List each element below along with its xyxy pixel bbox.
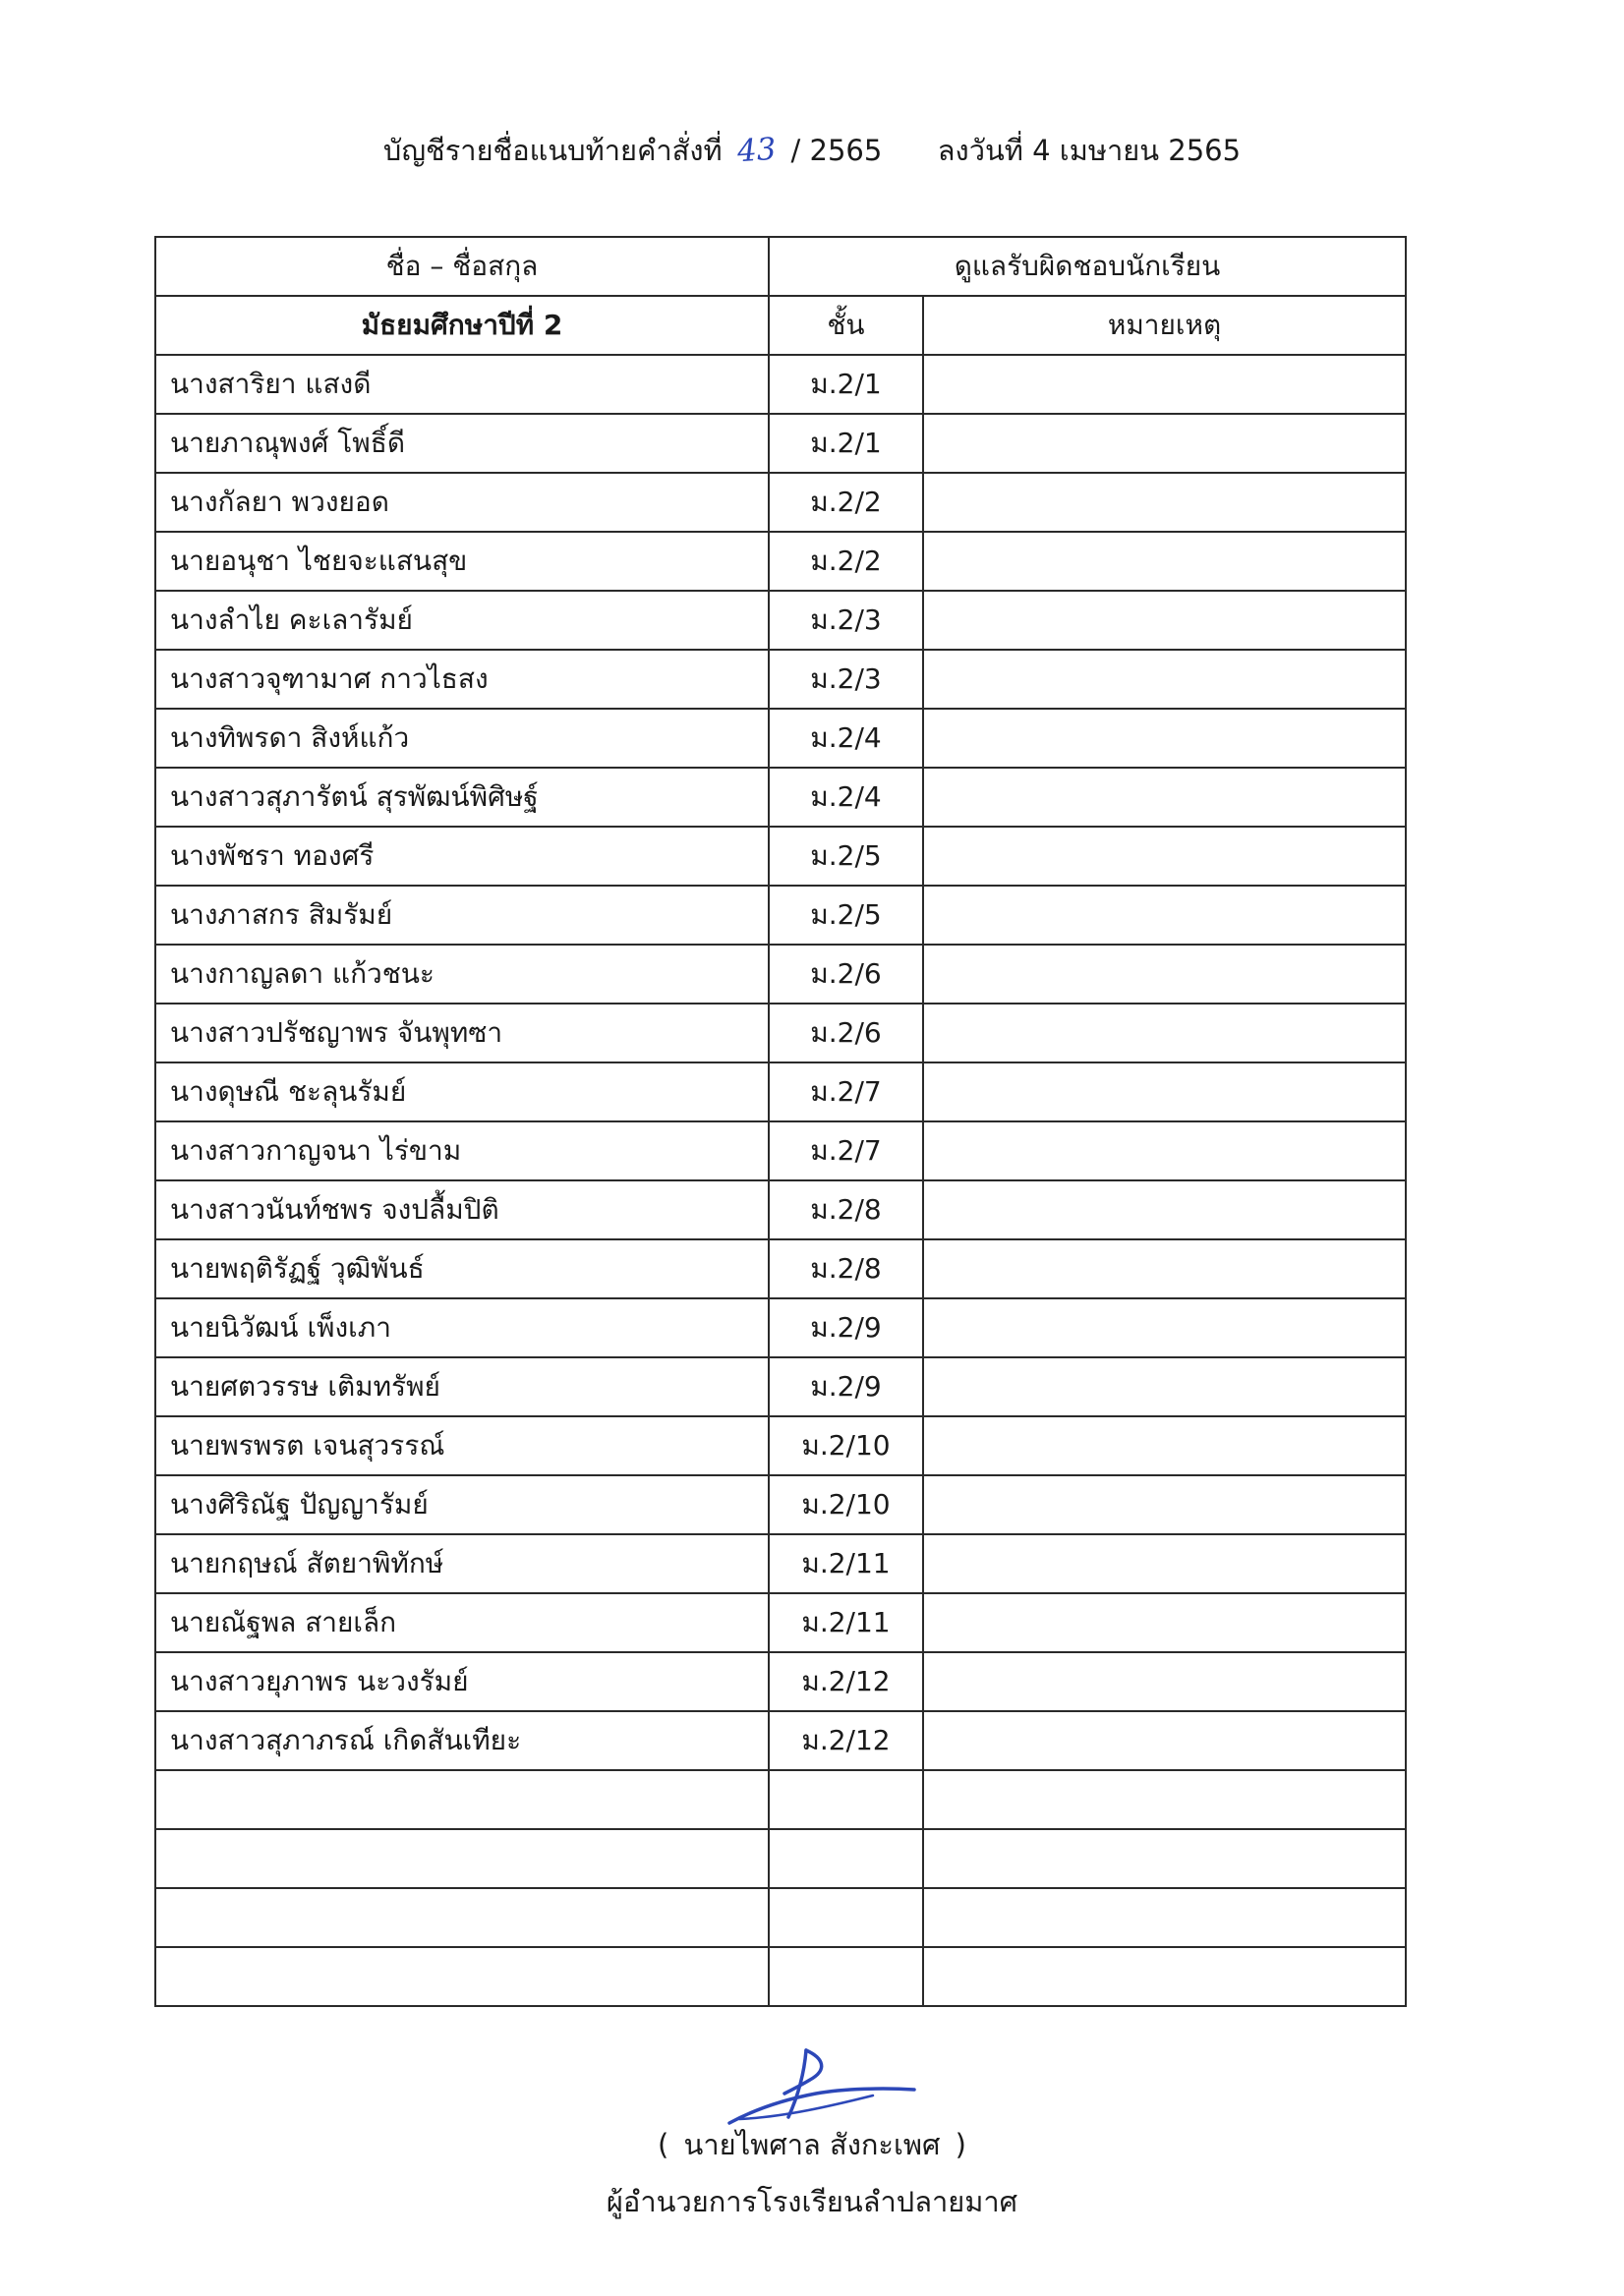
- note-cell: [923, 945, 1406, 1004]
- teacher-name-cell: นายณัฐพล สายเล็ก: [155, 1593, 769, 1652]
- class-cell: ม.2/3: [769, 650, 923, 709]
- table-row: [155, 1829, 1406, 1888]
- teacher-name-cell: นางสาวยุภาพร นะวงรัมย์: [155, 1652, 769, 1711]
- table-row: [155, 1121, 1406, 1180]
- note-cell: [923, 1829, 1406, 1888]
- teacher-name-cell: นางทิพรดา สิงห์แก้ว: [155, 709, 769, 768]
- order-number-handwritten: 43: [735, 131, 778, 170]
- class-cell: ม.2/2: [769, 532, 923, 591]
- teacher-name-cell: นายพฤติรัฏฐ์ วุฒิพันธ์: [155, 1239, 769, 1298]
- class-cell: ม.2/9: [769, 1298, 923, 1357]
- class-cell: [769, 1829, 923, 1888]
- table-row: [155, 1593, 1406, 1652]
- class-cell: ม.2/5: [769, 827, 923, 886]
- class-cell: ม.2/5: [769, 886, 923, 945]
- note-column-header: หมายเหตุ: [923, 296, 1406, 355]
- table-row: [155, 591, 1406, 650]
- signatory-name-text: นายไพศาล สังกะเพศ: [683, 2128, 941, 2161]
- table-row: [155, 532, 1406, 591]
- class-cell: ม.2/8: [769, 1180, 923, 1239]
- teacher-name-cell: นางสาวสุภารัตน์ สุรพัฒน์พิศิษฐ์: [155, 768, 769, 827]
- teacher-name-cell: นางลำไย คะเลารัมย์: [155, 591, 769, 650]
- note-cell: [923, 1652, 1406, 1711]
- header-row-2: [155, 296, 1406, 355]
- teacher-name-cell: นางสาวกาญจนา ไร่ขาม: [155, 1121, 769, 1180]
- note-cell: [923, 1416, 1406, 1475]
- class-cell: ม.2/1: [769, 355, 923, 414]
- class-cell: [769, 1888, 923, 1947]
- title-prefix: บัญชีรายชื่อแนบท้ายคำสั่งที่: [382, 134, 723, 167]
- note-cell: [923, 1180, 1406, 1239]
- note-cell: [923, 768, 1406, 827]
- class-cell: ม.2/7: [769, 1062, 923, 1121]
- table-row: [155, 414, 1406, 473]
- note-cell: [923, 1004, 1406, 1062]
- note-cell: [923, 532, 1406, 591]
- class-cell: ม.2/6: [769, 1004, 923, 1062]
- table-row: [155, 1357, 1406, 1416]
- note-cell: [923, 1770, 1406, 1829]
- class-cell: ม.2/11: [769, 1534, 923, 1593]
- teacher-name-cell: นางสาวจุฑามาศ กาวไธสง: [155, 650, 769, 709]
- class-cell: ม.2/10: [769, 1475, 923, 1534]
- teacher-name-cell: นางพัชรา ทองศรี: [155, 827, 769, 886]
- table-row: [155, 650, 1406, 709]
- class-cell: ม.2/12: [769, 1711, 923, 1770]
- class-cell: ม.2/1: [769, 414, 923, 473]
- note-cell: [923, 1711, 1406, 1770]
- table-row: [155, 945, 1406, 1004]
- teacher-name-cell: นางดุษณี ชะลุนรัมย์: [155, 1062, 769, 1121]
- table-row: [155, 1711, 1406, 1770]
- table-row: [155, 1888, 1406, 1947]
- note-cell: [923, 886, 1406, 945]
- teacher-name-cell: [155, 1947, 769, 2006]
- teacher-name-cell: นายพรพรต เจนสุวรรณ์: [155, 1416, 769, 1475]
- teacher-name-cell: นายอนุชา ไชยจะแสนสุข: [155, 532, 769, 591]
- duty-column-header: ดูแลรับผิดชอบนักเรียน: [769, 237, 1406, 296]
- table-row: [155, 886, 1406, 945]
- teacher-name-cell: นางสาริยา แสงดี: [155, 355, 769, 414]
- note-cell: [923, 1062, 1406, 1121]
- note-cell: [923, 827, 1406, 886]
- teacher-name-cell: นายภาณุพงศ์ โพธิ์ดี: [155, 414, 769, 473]
- note-cell: [923, 355, 1406, 414]
- note-cell: [923, 650, 1406, 709]
- teacher-name-cell: นางสาวปรัชญาพร จันพุทซา: [155, 1004, 769, 1062]
- class-cell: [769, 1770, 923, 1829]
- table-row: [155, 709, 1406, 768]
- note-cell: [923, 1593, 1406, 1652]
- class-cell: ม.2/7: [769, 1121, 923, 1180]
- class-cell: ม.2/8: [769, 1239, 923, 1298]
- title-year: / 2565: [790, 134, 883, 167]
- table-row: [155, 827, 1406, 886]
- class-cell: ม.2/12: [769, 1652, 923, 1711]
- table-row: [155, 1180, 1406, 1239]
- class-cell: ม.2/3: [769, 591, 923, 650]
- class-cell: ม.2/4: [769, 768, 923, 827]
- class-column-header: ชั้น: [769, 296, 923, 355]
- teacher-name-cell: [155, 1888, 769, 1947]
- teacher-name-cell: นายนิวัฒน์ เพ็งเภา: [155, 1298, 769, 1357]
- teacher-name-cell: นายศตวรรษ เติมทรัพย์: [155, 1357, 769, 1416]
- table-row: [155, 1652, 1406, 1711]
- note-cell: [923, 1888, 1406, 1947]
- title-date: ลงวันที่ 4 เมษายน 2565: [937, 134, 1242, 167]
- header-row-1: [155, 237, 1406, 296]
- document-title: [0, 126, 1624, 175]
- table-row: [155, 1534, 1406, 1593]
- table-row: [155, 1298, 1406, 1357]
- note-cell: [923, 1357, 1406, 1416]
- class-cell: ม.2/2: [769, 473, 923, 532]
- signatory-name: ( นายไพศาล สังกะเพศ ): [657, 2128, 966, 2161]
- teacher-name-cell: [155, 1829, 769, 1888]
- note-cell: [923, 1475, 1406, 1534]
- note-cell: [923, 1534, 1406, 1593]
- table-row: [155, 1475, 1406, 1534]
- note-cell: [923, 414, 1406, 473]
- class-cell: ม.2/4: [769, 709, 923, 768]
- table-row: [155, 355, 1406, 414]
- table-row: [155, 1004, 1406, 1062]
- director-signature: [725, 2044, 922, 2129]
- class-cell: ม.2/9: [769, 1357, 923, 1416]
- table-row: [155, 1416, 1406, 1475]
- teacher-name-cell: นางกัลยา พวงยอด: [155, 473, 769, 532]
- note-cell: [923, 1121, 1406, 1180]
- teacher-name-cell: [155, 1770, 769, 1829]
- table-row: [155, 473, 1406, 532]
- note-cell: [923, 1239, 1406, 1298]
- note-cell: [923, 1298, 1406, 1357]
- note-cell: [923, 709, 1406, 768]
- table-row: [155, 768, 1406, 827]
- teacher-name-cell: นางศิริณัฐ ปัญญารัมย์: [155, 1475, 769, 1534]
- grade-section-label: มัธยมศึกษาปีที่ 2: [155, 296, 769, 355]
- note-cell: [923, 473, 1406, 532]
- teacher-roster-table: [154, 236, 1407, 2007]
- class-cell: ม.2/10: [769, 1416, 923, 1475]
- teacher-name-cell: นางสาวนันท์ชพร จงปลื้มปิติ: [155, 1180, 769, 1239]
- class-cell: [769, 1947, 923, 2006]
- class-cell: ม.2/11: [769, 1593, 923, 1652]
- name-column-header: ชื่อ – ชื่อสกุล: [155, 237, 769, 296]
- table-row: [155, 1947, 1406, 2006]
- signatory-position: ผู้อำนวยการโรงเรียนลำปลายมาศ: [606, 2185, 1018, 2218]
- teacher-name-cell: นางภาสกร สิมรัมย์: [155, 886, 769, 945]
- table-row: [155, 1062, 1406, 1121]
- note-cell: [923, 1947, 1406, 2006]
- teacher-name-cell: นางสาวสุภาภรณ์ เกิดสันเทียะ: [155, 1711, 769, 1770]
- table-row: [155, 1770, 1406, 1829]
- table-row: [155, 1239, 1406, 1298]
- teacher-name-cell: นางกาญลดา แก้วชนะ: [155, 945, 769, 1004]
- class-cell: ม.2/6: [769, 945, 923, 1004]
- note-cell: [923, 591, 1406, 650]
- teacher-name-cell: นายกฤษณ์ สัตยาพิทักษ์: [155, 1534, 769, 1593]
